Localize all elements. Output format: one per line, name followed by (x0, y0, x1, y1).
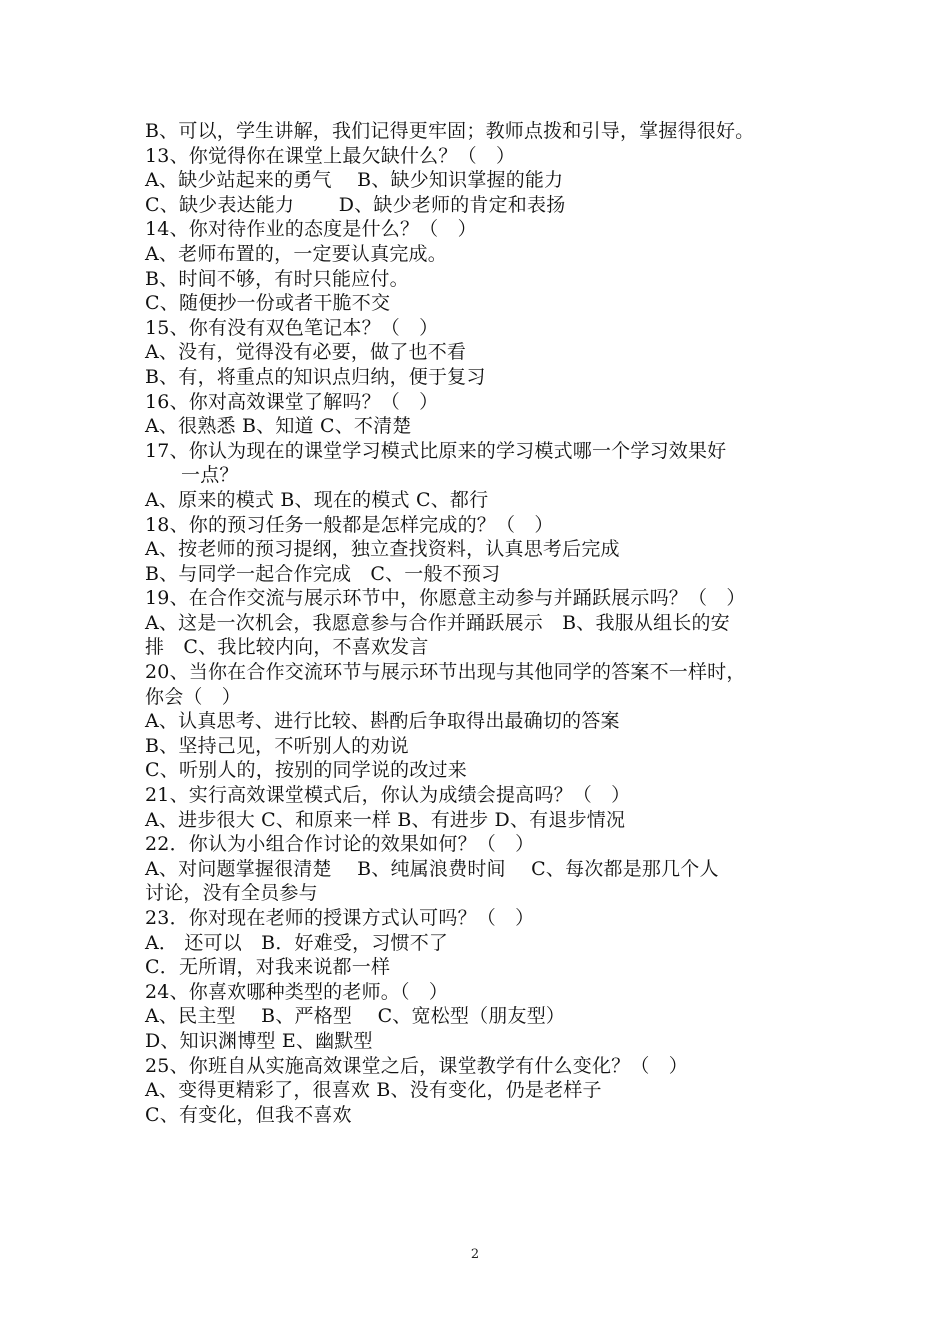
question-line: 24、你喜欢哪种类型的老师。（ ） (145, 980, 449, 1003)
option-line: B、有，将重点的知识点归纳，便于复习 (145, 365, 486, 388)
question-line: 21、实行高效课堂模式后，你认为成绩会提高吗？（ ） (145, 784, 631, 807)
option-line-continued: 讨论，没有全员参与 (145, 882, 318, 905)
option-line: B、可以，学生讲解，我们记得更牢固；教师点拨和引导，掌握得很好。 (145, 120, 755, 142)
option-line: C、随便抄一份或者干脆不交 (145, 292, 391, 315)
question-line: 17、你认为现在的课堂学习模式比原来的学习模式哪一个学习效果好 (145, 439, 727, 462)
question-line: 23．你对现在老师的授课方式认可吗？（ ） (145, 907, 535, 929)
option-line: A、这是一次机会，我愿意参与合作并踊跃展示 B、我服从组长的安 (145, 611, 730, 634)
option-line: A、认真思考、进行比较、斟酌后争取得出最确切的答案 (145, 710, 620, 733)
question-line: 25、你班自从实施高效课堂之后，课堂教学有什么变化？（ ） (145, 1054, 688, 1077)
question-line: 15、你有没有双色笔记本？（ ） (145, 316, 439, 339)
question-line: 22．你认为小组合作讨论的效果如何？（ ） (145, 833, 535, 856)
option-line: B、与同学一起合作完成 C、一般不预习 (145, 562, 501, 585)
option-line: B、时间不够，有时只能应付。 (145, 267, 409, 290)
option-line: A、变得更精彩了，很喜欢 B、没有变化，仍是老样子 (145, 1079, 602, 1102)
option-line: A、老师布置的，一定要认真完成。 (145, 242, 447, 265)
option-line-continued: 排 C、我比较内向，不喜欢发言 (145, 636, 429, 659)
option-line: A、没有，觉得没有必要，做了也不看 (145, 341, 467, 364)
question-line: 20、当你在合作交流环节与展示环节出现与其他同学的答案不一样时， (145, 661, 746, 684)
option-line: B、坚持己见，不听别人的劝说 (145, 734, 409, 757)
question-line-continued: 你会（ ） (145, 685, 242, 708)
option-line: D、知识渊博型 E、幽默型 (145, 1029, 373, 1052)
question-line: 19、在合作交流与展示环节中，你愿意主动参与并踊跃展示吗？（ ） (145, 587, 746, 610)
option-line: C、听别人的，按别的同学说的改过来 (145, 759, 467, 782)
option-line: C．无所谓，对我来说都一样 (145, 956, 391, 979)
page-number: 2 (470, 1247, 480, 1262)
option-line: C、缺少表达能力 D、缺少老师的肯定和表扬 (145, 193, 566, 216)
option-line: A． 还可以 B．好难受，习惯不了 (145, 931, 449, 954)
option-line: C、有变化，但我不喜欢 (145, 1103, 352, 1126)
question-line: 18、你的预习任务一般都是怎样完成的？（ ） (145, 513, 554, 536)
option-line: A、按老师的预习提纲，独立查找资料，认真思考后完成 (145, 538, 620, 561)
option-line: A、很熟悉 B、知道 C、不清楚 (145, 415, 412, 438)
option-line: A、进步很大 C、和原来一样 B、有进步 D、有退步情况 (145, 808, 626, 831)
option-line: A、缺少站起来的勇气 B、缺少知识掌握的能力 (145, 169, 564, 192)
option-line: A、原来的模式 B、现在的模式 C、都行 (145, 488, 489, 511)
question-line: 16、你对高效课堂了解吗？（ ） (145, 390, 439, 413)
question-line: 14、你对待作业的态度是什么？（ ） (145, 218, 477, 241)
option-line: A、对问题掌握很清楚 B、纯属浪费时间 C、每次都是那几个人 (145, 857, 719, 880)
question-list (145, 119, 825, 1127)
question-line: 13、你觉得你在课堂上最欠缺什么？（ ） (145, 144, 516, 167)
question-line-continued: 一点？ (181, 464, 239, 487)
option-line: A、民主型 B、严格型 C、宽松型（朋友型） (145, 1005, 566, 1028)
